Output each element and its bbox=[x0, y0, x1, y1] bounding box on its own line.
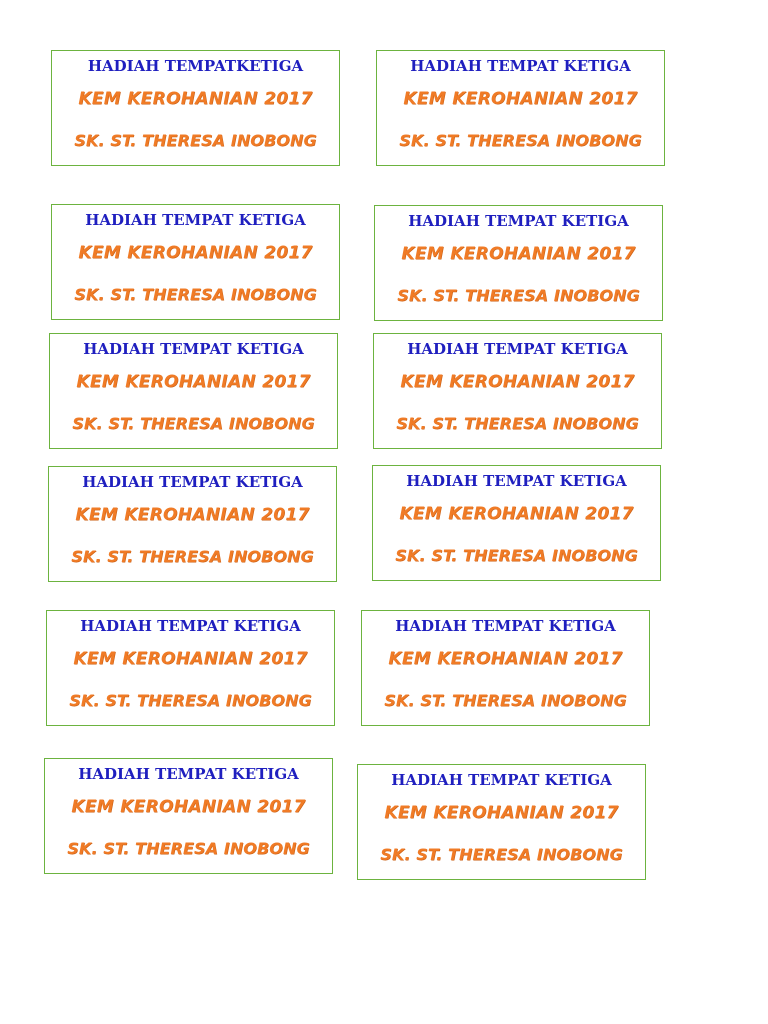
prize-label-12 bbox=[357, 764, 646, 880]
label-title: HADIAH TEMPAT KETIGA bbox=[406, 472, 627, 490]
label-school: SK. ST. THERESA INOBONG bbox=[74, 131, 317, 150]
prize-label-8 bbox=[372, 465, 661, 581]
label-title: HADIAH TEMPAT KETIGA bbox=[407, 340, 628, 358]
label-event: KEM KEROHANIAN 2017 bbox=[78, 243, 313, 263]
label-school: SK. ST. THERESA INOBONG bbox=[399, 131, 642, 150]
label-title: HADIAH TEMPAT KETIGA bbox=[410, 57, 631, 75]
label-event: KEM KEROHANIAN 2017 bbox=[401, 244, 636, 264]
label-school: SK. ST. THERESA INOBONG bbox=[74, 285, 317, 304]
prize-label-4 bbox=[374, 205, 663, 321]
prize-label-3 bbox=[51, 204, 340, 320]
label-event: KEM KEROHANIAN 2017 bbox=[388, 649, 623, 669]
label-event: KEM KEROHANIAN 2017 bbox=[71, 797, 306, 817]
label-school: SK. ST. THERESA INOBONG bbox=[396, 414, 639, 433]
prize-label-10 bbox=[361, 610, 650, 726]
label-event: KEM KEROHANIAN 2017 bbox=[76, 372, 311, 392]
prize-label-1 bbox=[51, 50, 340, 166]
label-title: HADIAH TEMPAT KETIGA bbox=[395, 617, 616, 635]
prize-label-5 bbox=[49, 333, 338, 449]
prize-label-11 bbox=[44, 758, 333, 874]
prize-label-7 bbox=[48, 466, 337, 582]
prize-label-9 bbox=[46, 610, 335, 726]
label-event: KEM KEROHANIAN 2017 bbox=[400, 372, 635, 392]
prize-label-2 bbox=[376, 50, 665, 166]
label-title: HADIAH TEMPAT KETIGA bbox=[80, 617, 301, 635]
label-event: KEM KEROHANIAN 2017 bbox=[78, 89, 313, 109]
label-title: HADIAH TEMPAT KETIGA bbox=[83, 340, 304, 358]
label-school: SK. ST. THERESA INOBONG bbox=[67, 839, 310, 858]
label-title: HADIAH TEMPAT KETIGA bbox=[85, 211, 306, 229]
label-event: KEM KEROHANIAN 2017 bbox=[384, 803, 619, 823]
label-title: HADIAH TEMPAT KETIGA bbox=[78, 765, 299, 783]
label-school: SK. ST. THERESA INOBONG bbox=[397, 286, 640, 305]
label-event: KEM KEROHANIAN 2017 bbox=[73, 649, 308, 669]
label-school: SK. ST. THERESA INOBONG bbox=[72, 414, 315, 433]
label-title: HADIAH TEMPAT KETIGA bbox=[391, 771, 612, 789]
label-title: HADIAH TEMPAT KETIGA bbox=[82, 473, 303, 491]
label-title: HADIAH TEMPATKETIGA bbox=[87, 57, 304, 75]
label-event: KEM KEROHANIAN 2017 bbox=[403, 89, 638, 109]
label-school: SK. ST. THERESA INOBONG bbox=[380, 845, 623, 864]
label-school: SK. ST. THERESA INOBONG bbox=[69, 691, 312, 710]
label-school: SK. ST. THERESA INOBONG bbox=[71, 547, 314, 566]
prize-label-6 bbox=[373, 333, 662, 449]
label-event: KEM KEROHANIAN 2017 bbox=[75, 505, 310, 525]
label-event: KEM KEROHANIAN 2017 bbox=[399, 504, 634, 524]
label-school: SK. ST. THERESA INOBONG bbox=[384, 691, 627, 710]
label-school: SK. ST. THERESA INOBONG bbox=[395, 546, 638, 565]
label-title: HADIAH TEMPAT KETIGA bbox=[408, 212, 629, 230]
